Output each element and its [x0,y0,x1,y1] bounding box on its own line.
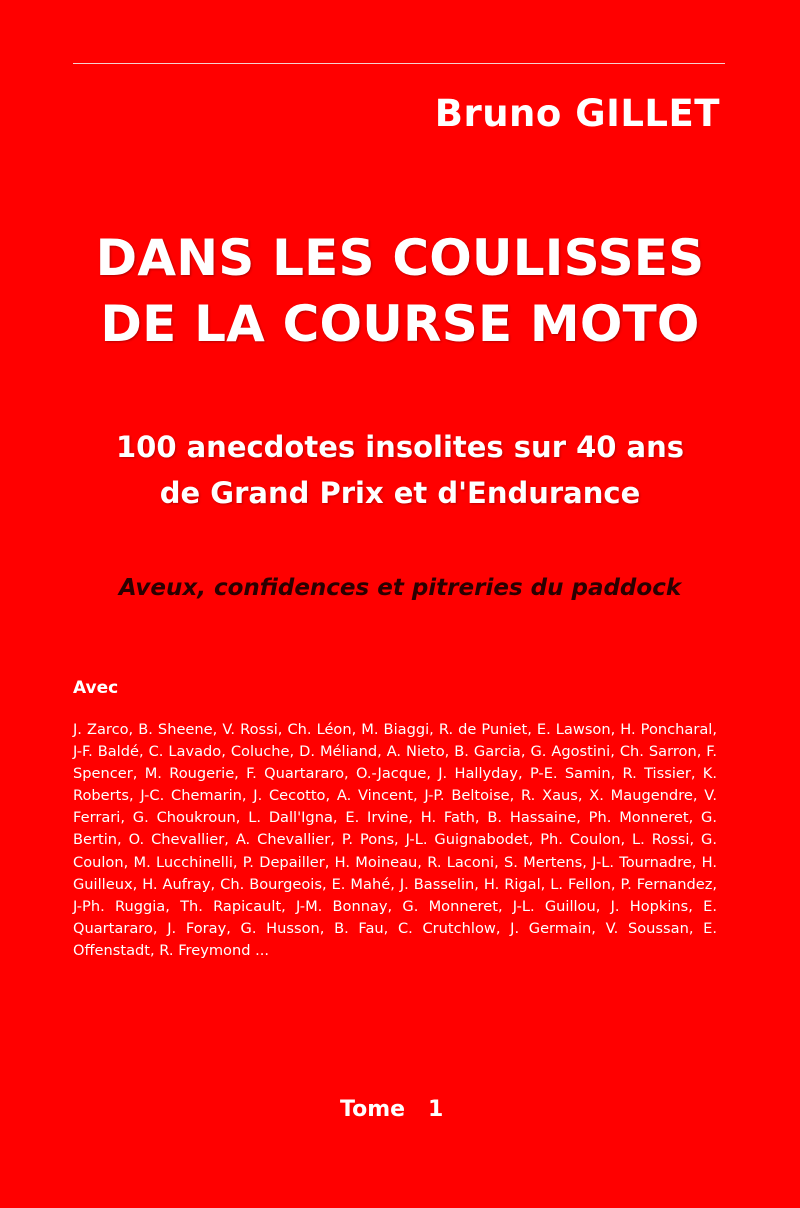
volume-label: Tome 1 [340,1097,444,1122]
top-divider [73,63,725,64]
subtitle-line-1: 100 anecdotes insolites sur 40 ans [115,430,685,464]
book-subtitle [20,424,780,516]
author-name: Bruno GILLET [434,92,720,135]
featured-names: J. Zarco, B. Sheene, V. Rossi, Ch. Léon, M. Biaggi, R. de Puniet, E. Lawson, H. Poncharal, J-F. Baldé, C. Lavado, Coluche, D. Méliand, A. Nieto, B. Garcia, G. Agostini, Ch. Sarron, F. Spencer, M. Rougerie, F. Quartararo, O.-Jacque, J. Hallyday, P-E. Samin, R. Tissier, K. Roberts, J-C. Chemarin, J. Cecotto, A. Vincent, J-P. Beltoise, R. Xaus, X. Maugendre, V. Ferrari, G. Choukroun, L. Dall'Igna, E. Irvine, H. Fath, B. Hassaine, Ph. Monneret, G. Bertin, O. Chevallier, A. Chevallier, P. Pons, J-L. Guignabodet, Ph. Coulon, L. Rossi, G. Coulon, M. Lucchinelli, P. Depailler, H. Moineau, R. Laconi, S. Mertens, J-L. Tournadre, H. Guilleux, H. Aufray, Ch. Bourgeois, E. Mahé, J. Basselin, H. Rigal, L. Fellon, P. Fernandez, J-Ph. Ruggia, Th. Rapicault, J-M. Bonnay, G. Monneret, J-L. Guillou, J. Hopkins, E. Quartararo, J. Foray, G. Husson, B. Fau, C. Crutchlow, J. Germain, V. Soussan, E. Offenstadt, R. Freymond ... [73,721,717,959]
subtitle-line-2: de Grand Prix et d'Endurance [159,476,641,510]
book-title [20,225,780,357]
title-line-1: DANS LES COULISSES [95,229,705,287]
with-label: Avec [73,678,119,698]
tagline: Aveux, confidences et pitreries du paddock [118,575,682,601]
title-line-2: DE LA COURSE MOTO [100,295,700,353]
